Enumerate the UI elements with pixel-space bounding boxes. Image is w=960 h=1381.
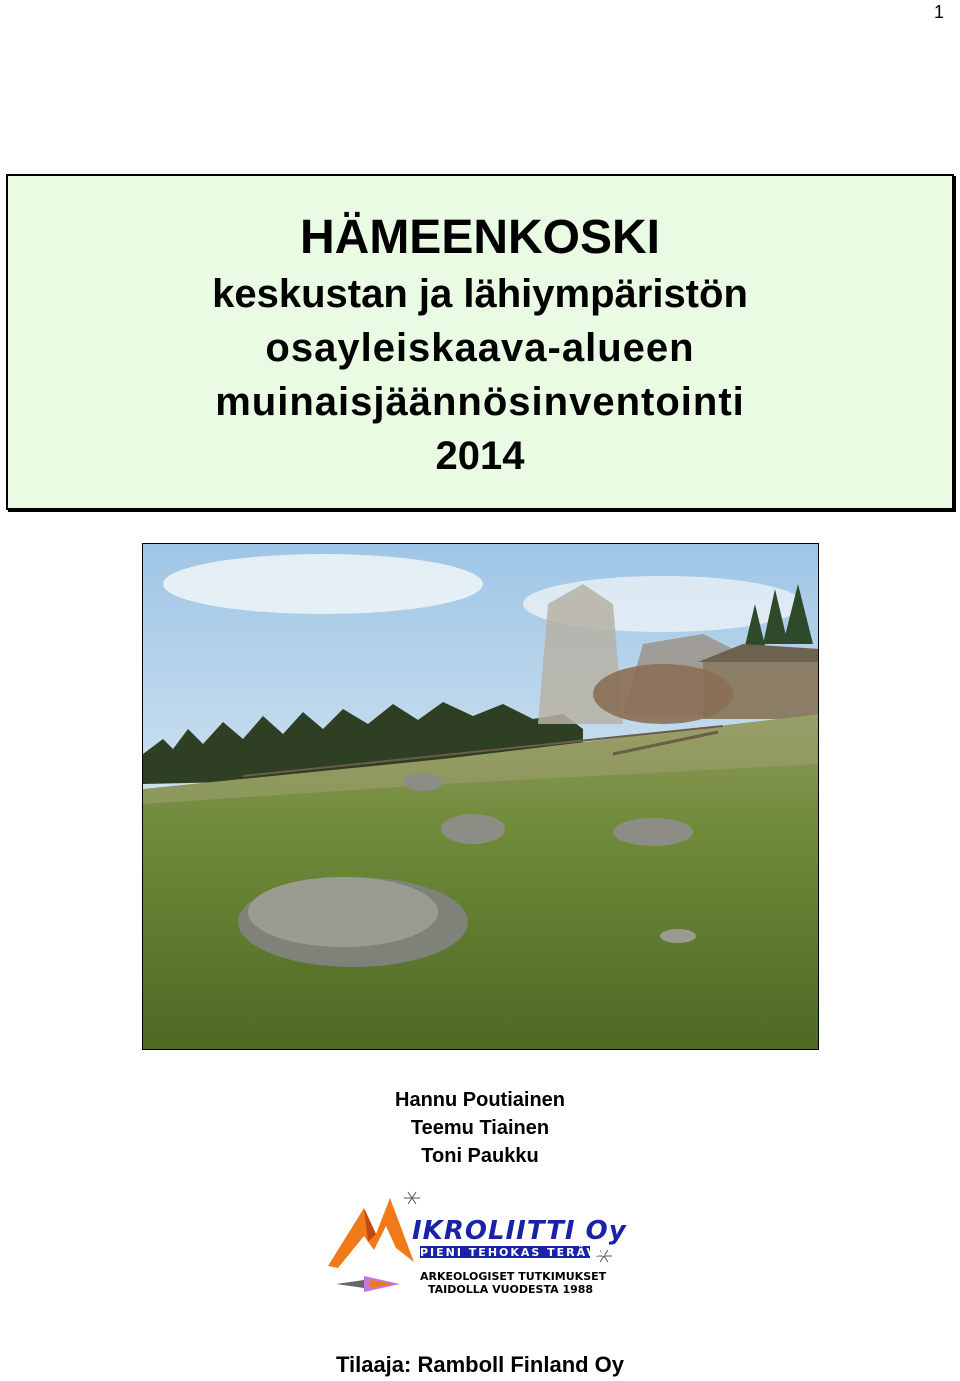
logo-tagline-1: ARKEOLOGISET TUTKIMUKSET <box>420 1270 607 1283</box>
title-line-3: osayleiskaava-alueen <box>265 326 695 370</box>
logo-tagline-2: TAIDOLLA VUODESTA 1988 <box>428 1283 594 1296</box>
author-1: Hannu Poutiainen <box>395 1089 565 1111</box>
title-line-2: keskustan ja lähiympäristön <box>212 272 748 316</box>
logo-slogan: PIENI TEHOKAS TERÄVÄ <box>420 1246 607 1259</box>
title-line-4: muinaisjäännösinventointi <box>215 380 745 424</box>
authors <box>0 1086 960 1170</box>
logo-name: IKROLIITTI Oy <box>412 1216 627 1246</box>
mikroliitti-logo <box>324 1190 644 1302</box>
cover-photo <box>142 543 819 1050</box>
author-2: Teemu Tiainen <box>410 1117 550 1139</box>
author-3: Toni Paukku <box>421 1145 539 1167</box>
title-box <box>6 174 954 510</box>
client: Tilaaja: Ramboll Finland Oy <box>335 1352 625 1377</box>
page-number: 1 <box>933 2 944 22</box>
title-year: 2014 <box>435 434 525 478</box>
title-line-1: HÄMEENKOSKI <box>299 211 661 264</box>
field-with-stones-photo <box>143 544 819 1050</box>
